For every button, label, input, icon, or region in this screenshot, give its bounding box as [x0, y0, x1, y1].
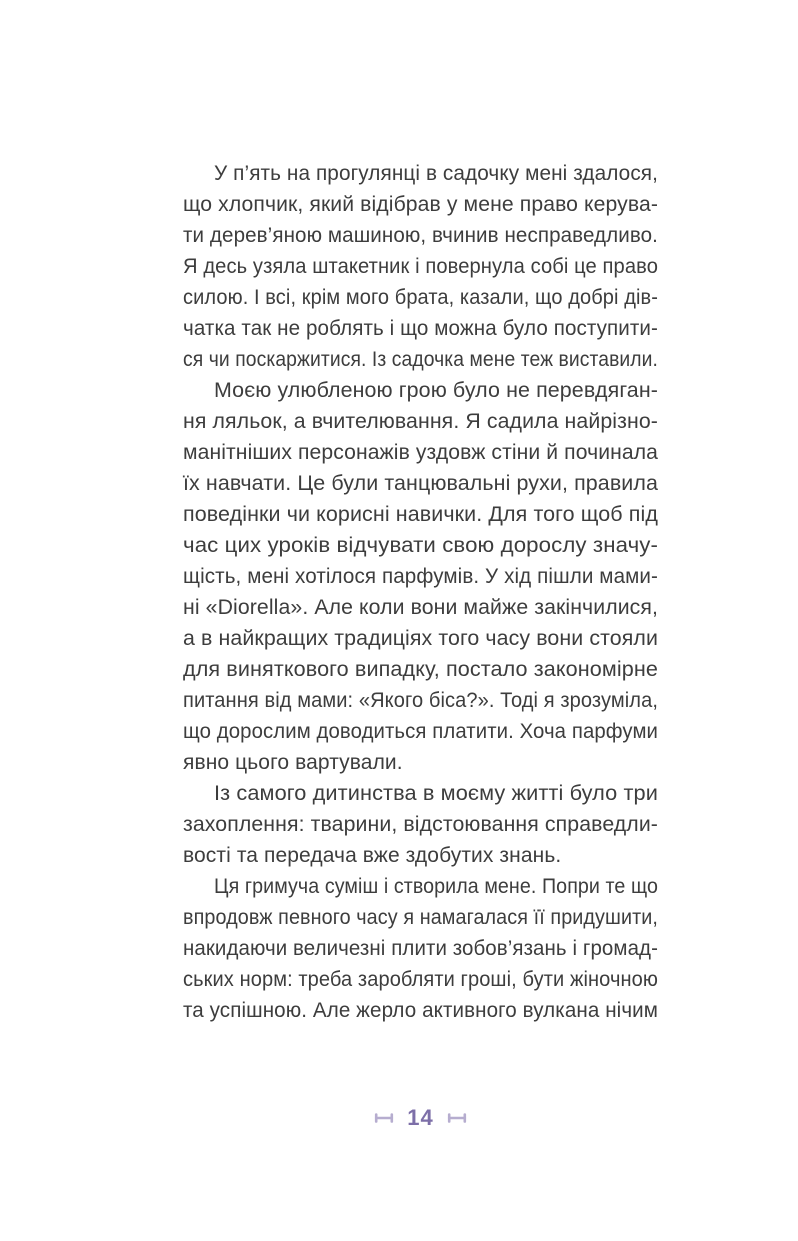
text-line: чатка так не роблять і що можна було поступити- — [183, 317, 658, 340]
text-line: ня ляльок, а вчителювання. Я садила найрізно- — [183, 410, 658, 433]
text-line: силою. І всі, крім мого брата, казали, що добрі дів- — [183, 286, 658, 309]
text-line: питання від мами: «Якого біса?». Тоді я зрозуміла, — [183, 689, 658, 712]
text-line: манітніших персонажів уздовж стіни й починала — [183, 441, 658, 464]
text-line: щість, мені хотілося парфумів. У хід пішли мами- — [183, 565, 658, 588]
text-line: для виняткового випадку, постало закономірне — [183, 658, 658, 681]
text-line: накидаючи величезні плити зобов’язань і громад- — [183, 937, 658, 960]
text-line: ся чи поскаржитися. Із садочка мене теж виставили. — [183, 348, 658, 371]
text-line: Моєю улюбленою грою було не перевдяган- — [214, 379, 658, 402]
text-line: поведінки чи корисні навички. Для того щоб під — [183, 503, 658, 526]
text-line: ні «Diorella». Але коли вони майже закінчилися, — [183, 596, 658, 619]
text-block — [183, 158, 658, 1026]
dumbbell-rule-icon — [374, 1112, 394, 1124]
dumbbell-rule-icon — [447, 1112, 467, 1124]
text-line: ських норм: треба заробляти гроші, бути жіночною — [183, 968, 658, 991]
text-line: що дорослим доводиться платити. Хоча парфуми — [183, 720, 658, 743]
text-line: впродовж певного часу я намагалася її придушити, — [183, 906, 658, 929]
text-line: Із самого дитинства в моєму житті було три — [214, 782, 658, 805]
text-line: а в найкращих традиціях того часу вони стояли — [183, 627, 658, 650]
text-line: Ця гримуча суміш і створила мене. Попри те що — [214, 875, 658, 898]
text-line: вості та передача вже здобутих знань. — [183, 844, 562, 867]
text-line: їх навчати. Це були танцювальні рухи, правила — [183, 472, 658, 495]
page-footer — [183, 1100, 658, 1136]
page-number: 14 — [407, 1105, 434, 1130]
text-line: Я десь узяла штакетник і повернула собі це право — [183, 255, 658, 278]
text-line: час цих уроків відчувати свою дорослу значу- — [183, 534, 658, 557]
text-line: явно цього вартували. — [183, 751, 403, 774]
text-line: та успішною. Але жерло активного вулкана нічим — [183, 999, 658, 1022]
text-line: ти дерев’яною машиною, вчинив несправедливо. — [183, 224, 658, 247]
text-line: що хлопчик, який відібрав у мене право керува- — [183, 193, 658, 216]
text-line: У п’ять на прогулянці в садочку мені здалося, — [214, 162, 658, 185]
text-line: захоплення: тварини, відстоювання справедли- — [183, 813, 658, 836]
